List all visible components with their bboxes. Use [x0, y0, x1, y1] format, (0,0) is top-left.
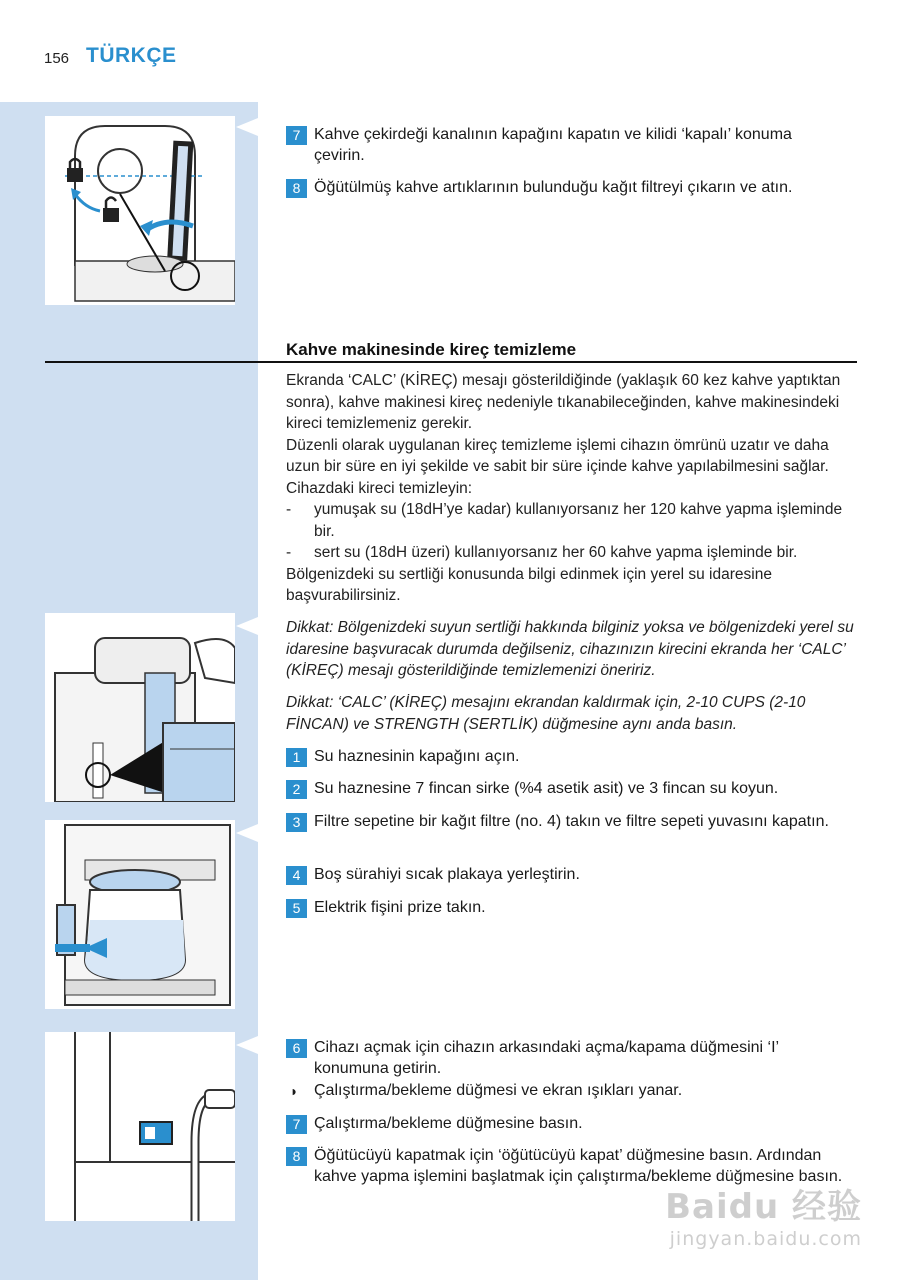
- illustration-pointer: [236, 617, 258, 635]
- outro-paragraph: Bölgenizdeki su sertliği konusunda bilgi edinmek için yerel su idaresine başvurabilirsiniz.: [286, 565, 772, 604]
- section-divider: [45, 361, 857, 363]
- step-number: 1: [286, 748, 307, 767]
- section-title: Kahve makinesinde kireç temizleme: [286, 340, 577, 359]
- watermark: [665, 1179, 862, 1250]
- intro-paragraph-2: Düzenli olarak uygulanan kireç temizleme işlemi cihazın ömrünü uzatır ve daha uzun bir süre en iyi şekilde ve sabit bir süre içinde kahve yapılabilmesini sağlar. Cihazdaki kireci temizleyin:: [286, 436, 829, 497]
- list-item-text: yumuşak su (18dH’ye kadar) kullanıyorsanız her 120 kahve yapma işleminde bir.: [314, 501, 843, 540]
- page-number: 156: [44, 50, 70, 67]
- step-number: 5: [286, 899, 307, 918]
- step-item: [286, 1037, 846, 1079]
- step-text: Öğütücüyü kapatmak için ‘öğütücüyü kapat’ düğmesine basın. Ardından kahve yapma işlemini başlatmak için çalıştırma/bekleme düğmesine basın.: [314, 1147, 843, 1185]
- watermark-url: jingyan.baidu.com: [669, 1228, 862, 1250]
- power-switch-icon: [140, 1122, 172, 1144]
- illustration-water-tank: [45, 613, 235, 802]
- step-number: 4: [286, 866, 307, 885]
- illustration-carafe: [45, 820, 235, 1009]
- step-item: [286, 1113, 846, 1134]
- step-number: 7: [286, 126, 307, 145]
- step-text: Çalıştırma/bekleme düğmesi ve ekran ışıkları yanar.: [314, 1082, 683, 1099]
- step-text: Elektrik fişini prize takın.: [314, 899, 486, 916]
- step-text: Su haznesinin kapağını açın.: [314, 748, 520, 765]
- step-text: Kahve çekirdeği kanalının kapağını kapatın ve kilidi ‘kapalı’ konuma çevirin.: [314, 126, 792, 164]
- step-number: 8: [286, 179, 307, 198]
- list-item-text: sert su (18dH üzeri) kullanıyorsanız her 60 kahve yapma işleminde bir.: [314, 544, 798, 561]
- lock-open-icon: [103, 198, 119, 223]
- list-item: [286, 542, 854, 564]
- section-body: [286, 370, 854, 607]
- step-item: [286, 778, 846, 799]
- illustration-pointer: [236, 118, 258, 136]
- watermark-logo-text: Baidu 经验: [665, 1187, 862, 1227]
- step-number: 6: [286, 1039, 307, 1058]
- language-heading: TÜRKÇE: [86, 44, 177, 67]
- step-item: [286, 864, 846, 885]
- illustration-pointer: [236, 824, 258, 842]
- step-text: Filtre sepetine bir kağıt filtre (no. 4) takın ve filtre sepeti yuvasını kapatın.: [314, 813, 829, 830]
- step-item: [286, 177, 846, 198]
- step-number: 8: [286, 1147, 307, 1166]
- result-item: [286, 1080, 846, 1101]
- step-item: [286, 897, 846, 918]
- intro-paragraph: Ekranda ‘CALC’ (KİREÇ) mesajı gösterildiğinde (yaklaşık 60 kez kahve yaptıktan sonra), kahve makinesi kireç nedeniyle tıkanabileceğinden, kahve makinesindeki kireci temizlemeniz gerekir.: [286, 372, 841, 432]
- step-text: Cihazı açmak için cihazın arkasındaki açma/kapama düğmesini ‘I’ konumuna getirin.: [314, 1039, 779, 1077]
- list-item: [286, 499, 854, 542]
- step-text: Çalıştırma/bekleme düğmesine basın.: [314, 1115, 583, 1132]
- step-item: [286, 124, 846, 166]
- illustration-grinder-lock: [45, 116, 235, 305]
- step-number: 2: [286, 780, 307, 799]
- step-number: 3: [286, 813, 307, 832]
- step-text: Öğütülmüş kahve artıklarının bulunduğu kağıt filtreyi çıkarın ve atın.: [314, 179, 793, 196]
- caution-note: Dikkat: Bölgenizdeki suyun sertliği hakkında bilginiz yoksa ve bölgenizdeki yerel su idaresine başvuracak durumda değilseniz, cihazınızın kirecini ekranda her ‘CALC’ (KİREÇ) mesajı gösterildiğinde temizlemenizi öneririz.: [286, 619, 854, 679]
- step-text: Su haznesine 7 fincan sirke (%4 asetik asit) ve 3 fincan su koyun.: [314, 780, 779, 797]
- result-bullet: ◗: [289, 1083, 299, 1099]
- caution-note: Dikkat: ‘CALC’ (KİREÇ) mesajını ekrandan kaldırmak için, 2-10 CUPS (2-10 FİNCAN) ve STRENGTH (SERTLİK) düğmesine aynı anda basın.: [286, 694, 806, 733]
- illustration-pointer: [236, 1036, 258, 1054]
- step-number: 7: [286, 1115, 307, 1134]
- illustration-power-switch: [45, 1032, 235, 1221]
- step-item: [286, 811, 846, 832]
- step-item: [286, 746, 846, 767]
- step-text: Boş sürahiyi sıcak plakaya yerleştirin.: [314, 866, 580, 883]
- dash-marker: -: [286, 544, 292, 561]
- dash-marker: -: [286, 501, 292, 518]
